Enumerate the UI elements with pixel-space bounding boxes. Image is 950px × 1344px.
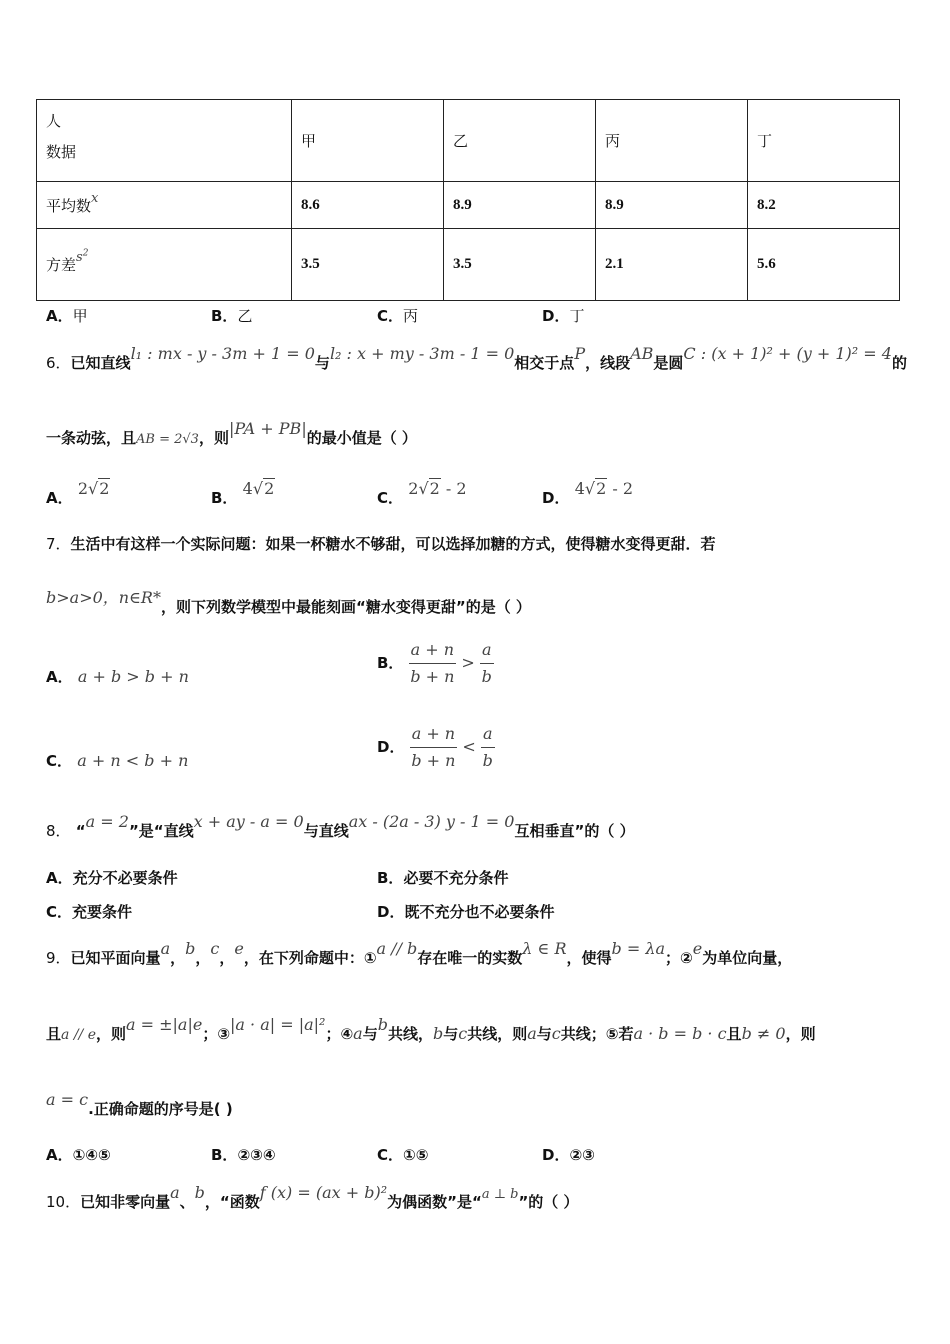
data-table: [36, 99, 900, 301]
q6-option-c: C． 2√2 - 2: [377, 479, 467, 507]
q6-expr: |PA + PB|: [228, 419, 307, 438]
q8-option-b: B．必要不充分条件: [377, 869, 509, 887]
q8-option-d: D．既不充分也不必要条件: [377, 903, 555, 921]
q7-line-2: b>a>0，n∈R*，则下列数学模型中最能刻画“糖水变得更甜”的是（ ）: [46, 588, 531, 616]
q6-option-b: B． 4√2: [211, 479, 275, 507]
q9-line-3: a = c.正确命题的序号是( ): [46, 1090, 233, 1118]
q6-line-l1: l₁ : mx - y - 3m + 1 = 0: [130, 344, 315, 363]
q7-option-c: C． a + n < b + n: [46, 751, 189, 770]
table-cell: 3.5: [444, 229, 596, 301]
q9-option-a: A．①④⑤: [46, 1146, 111, 1164]
q7-condition: b>a>0，n∈R*: [46, 588, 161, 607]
q6-circle: C : (x + 1)² + (y + 1)² = 4: [683, 344, 892, 363]
q7-option-d: D． $\frac{a + n}{b + n}$ < $\frac{a}{b}$: [377, 721, 495, 774]
q9-option-d: D．②③: [542, 1146, 595, 1164]
table-cell: 8.9: [444, 182, 596, 229]
table-row-variance: [37, 229, 900, 301]
corner-bottom-label: 数据: [46, 143, 77, 161]
table-cell: 5.6: [748, 229, 900, 301]
table-cell: 2.1: [596, 229, 748, 301]
table-row-mean: [37, 182, 900, 229]
table-cell: 8.2: [748, 182, 900, 229]
q9-option-b: B．②③④: [211, 1146, 276, 1164]
q10-function: f (x) = (ax + b)²: [259, 1183, 388, 1202]
q8-option-c: C．充要条件: [46, 903, 133, 921]
q10-stem: 10．已知非零向量a、b，“函数f (x) = (ax + b)²为偶函数”是“a ⊥ b”的（ ）: [46, 1183, 579, 1211]
header-person-3: 丙: [596, 100, 748, 182]
table-header-row: [37, 100, 900, 182]
q5-option-c: C．丙: [377, 307, 419, 325]
corner-top-label: 人: [46, 112, 62, 130]
q7-option-b: B． $\frac{a + n}{b + n}$ > $\frac{a}{b}$: [377, 637, 494, 690]
table-corner-cell: [37, 100, 292, 182]
header-person-1: 甲: [292, 100, 444, 182]
q9-line-2: 且a // e，则a = ±|a|e；③|a · a| = |a|²；④a与b共线，b与c共线，则a与c共线；⑤若a · b = b · c且b ≠ 0，则: [46, 1015, 816, 1043]
table-cell: 3.5: [292, 229, 444, 301]
mean-symbol: x: [91, 190, 99, 206]
q9-line-1: 9．已知平面向量a，b，c，e，在下列命题中：①a // b存在唯一的实数λ ∈ R，使得b = λa；②e为单位向量，: [46, 939, 793, 967]
row-label-variance: 方差$s^2$: [37, 229, 292, 301]
q8-line-2: ax - (2a - 3) y - 1 = 0: [348, 812, 515, 831]
q7-option-a: A． a + b > b + n: [46, 667, 189, 686]
q5-option-d: D．丁: [542, 307, 585, 325]
q7-line-1: 7．生活中有这样一个实际问题：如果一杯糖水不够甜，可以选择加糖的方式，使得糖水变得更甜．若: [46, 535, 716, 553]
header-person-2: 乙: [444, 100, 596, 182]
row-label-mean: 平均数x: [37, 182, 292, 229]
q6-line-l2: l₂ : x + my - 3m - 1 = 0: [329, 344, 515, 363]
variance-symbol: $s^2$: [76, 248, 89, 265]
header-person-4: 丁: [748, 100, 900, 182]
table-cell: 8.9: [596, 182, 748, 229]
q9-option-c: C．①⑤: [377, 1146, 429, 1164]
q6-option-a: A． 2√2: [46, 479, 110, 507]
q8-line-1: x + ay - a = 0: [193, 812, 304, 831]
q6-line-2: 一条动弦，且AB = 2√3，则|PA + PB|的最小值是（ ）: [46, 419, 417, 447]
q5-option-b: B．乙: [211, 307, 253, 325]
q5-option-a: A．甲: [46, 307, 88, 325]
q6-line-1: 6．已知直线l₁ : mx - y - 3m + 1 = 0与l₂ : x + my - 3m - 1 = 0相交于点P，线段AB是圆C : (x + 1)² + (y + 1)² = 4的: [46, 344, 907, 372]
q8-option-a: A．充分不必要条件: [46, 869, 178, 887]
table-cell: 8.6: [292, 182, 444, 229]
q8-stem: 8． “a = 2”是“直线x + ay - a = 0与直线ax - (2a - 3) y - 1 = 0互相垂直”的（ ）: [46, 812, 635, 840]
q6-option-d: D． 4√2 - 2: [542, 479, 634, 507]
